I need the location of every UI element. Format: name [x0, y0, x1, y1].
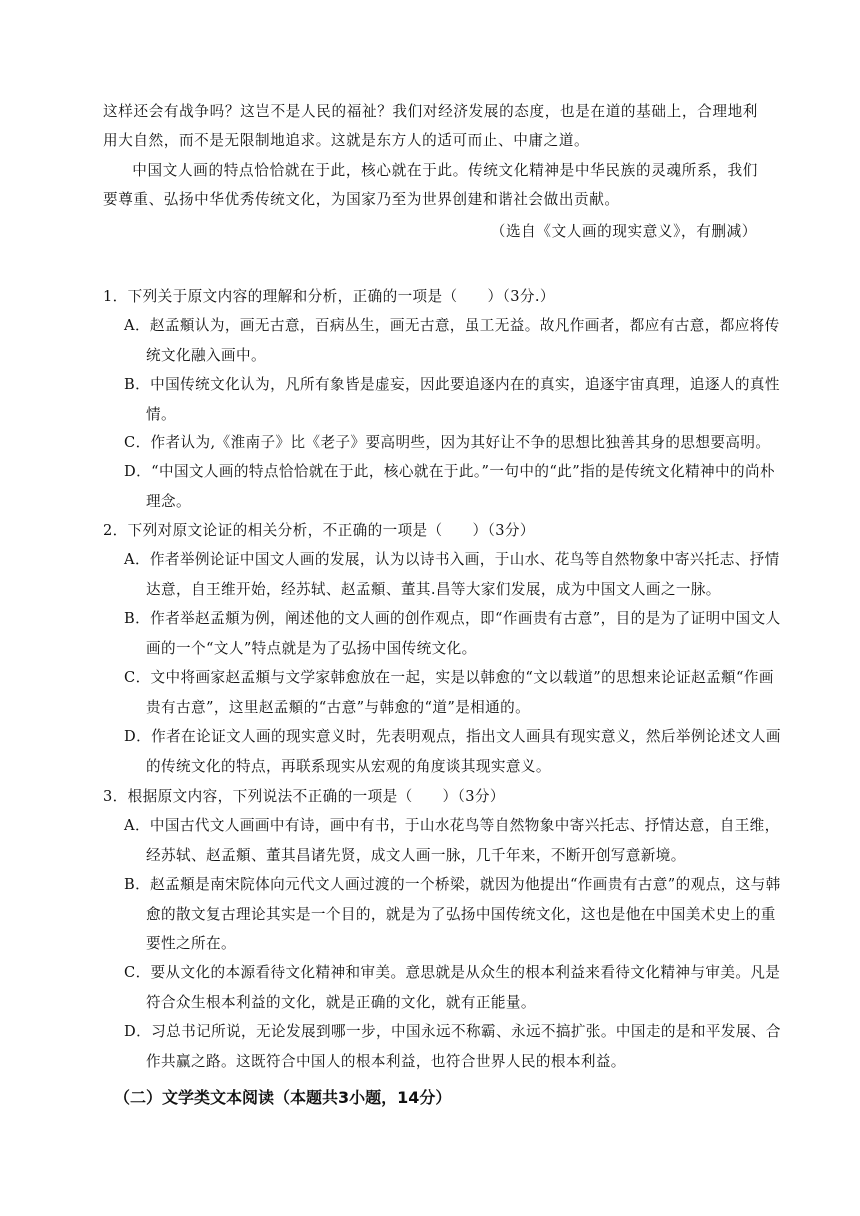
question-3-option-d: D．习总书记所说，无论发展到哪一步，中国永远不称霸、永远不搞扩张。中国走的是和平发展、合作共赢之路。这既符合中国人的根本利益，也符合世界人民的根本利益。	[124, 1023, 781, 1070]
question-2-option-a: A．作者举例论证中国文人画的发展，认为以诗书入画，于山水、花鸟等自然物象中寄兴托志、抒情达意，自王维开始，经苏轼、赵孟頫、董其.昌等大家们发展，成为中国文人画之一脉。	[124, 551, 780, 598]
passage-paragraph-2: 中国文人画的特点恰恰就在于此，核心就在于此。传统文化精神是中华民族的灵魂所系，我们要尊重、弘扬中华优秀传统文化，为国家乃至为世界创建和谐社会做出贡献。	[103, 162, 758, 208]
question-3-option-c: C．要从文化的本源看待文化精神和审美。意思就是从众生的根本利益来看待文化精神与审美。凡是符合众生根本利益的文化，就是正确的文化，就有正能量。	[124, 964, 781, 1011]
question-1-option-a: A．赵孟頫认为，画无古意，百病丛生，画无古意，虽工无益。故凡作画者，都应有古意，都应将传统文化融入画中。	[124, 317, 780, 364]
question-1-option-c: C．作者认为,《淮南子》比《老子》要高明些，因为其好让不争的思想比独善其身的思想要高明。	[124, 434, 771, 451]
passage-paragraph-1: 这样还会有战争吗？这岂不是人民的福祉？我们对经济发展的态度，也是在道的基础上，合理地利用大自然，而不是无限制地追求。这就是东方人的适可而止、中庸之道。	[103, 103, 758, 149]
question-2-option-d: D．作者在论证文人画的现实意义时，先表明观点，指出文人画具有现实意义，然后举例论述文人画的传统文化的特点，再联系现实从宏观的角度谈其现实意义。	[124, 728, 781, 775]
question-3-stem: 3．根据原文内容，下列说法不正确的一项是（ ）（3分）	[103, 788, 505, 805]
question-1-stem: 1．下列关于原文内容的理解和分析，正确的一项是（ ）（3分.）	[103, 288, 555, 305]
section-heading: （二）文学类文本阅读（本题共3小题，14分）	[114, 1088, 452, 1107]
question-3-option-a: A．中国古代文人画画中有诗，画中有书，于山水花鸟等自然物象中寄兴托志、抒情达意，自王维，经苏轼、赵孟頫、董其昌诸先贤，成文人画一脉，几千年来，不断开创写意新境。	[124, 817, 780, 864]
question-2-option-c: C．文中将画家赵孟頫与文学家韩愈放在一起，实是以韩愈的“文以载道”的思想来论证赵孟頫“作画贵有古意”，这里赵孟頫的“古意”与韩愈的“道”是相通的。	[124, 669, 774, 716]
question-1-option-b: B．中国传统文化认为，凡所有象皆是虚妄，因此要追逐内在的真实，追逐宇宙真理，追逐人的真性情。	[124, 376, 780, 423]
question-1-option-d: D．“中国文人画的特点恰恰就在于此，核心就在于此。”一句中的“此”指的是传统文化精神中的尚朴理念。	[124, 463, 775, 510]
passage-source: （选自《文人画的现实意义》，有删减）	[490, 223, 757, 240]
question-3-option-b: B．赵孟頫是南宋院体向元代文人画过渡的一个桥梁，就因为他提出“作画贵有古意”的观点，这与韩愈的散文复古理论其实是一个目的，就是为了弘扬中国传统文化，这也是他在中国美术史上的重要性之所在。	[124, 876, 781, 952]
question-2-option-b: B．作者举赵孟頫为例，阐述他的文人画的创作观点，即“作画贵有古意”，目的是为了证明中国文人画的一个“文人”特点就是为了弘扬中国传统文化。	[124, 610, 781, 657]
question-2-stem: 2．下列对原文论证的相关分析，不正确的一项是（ ）（3分）	[103, 522, 535, 539]
